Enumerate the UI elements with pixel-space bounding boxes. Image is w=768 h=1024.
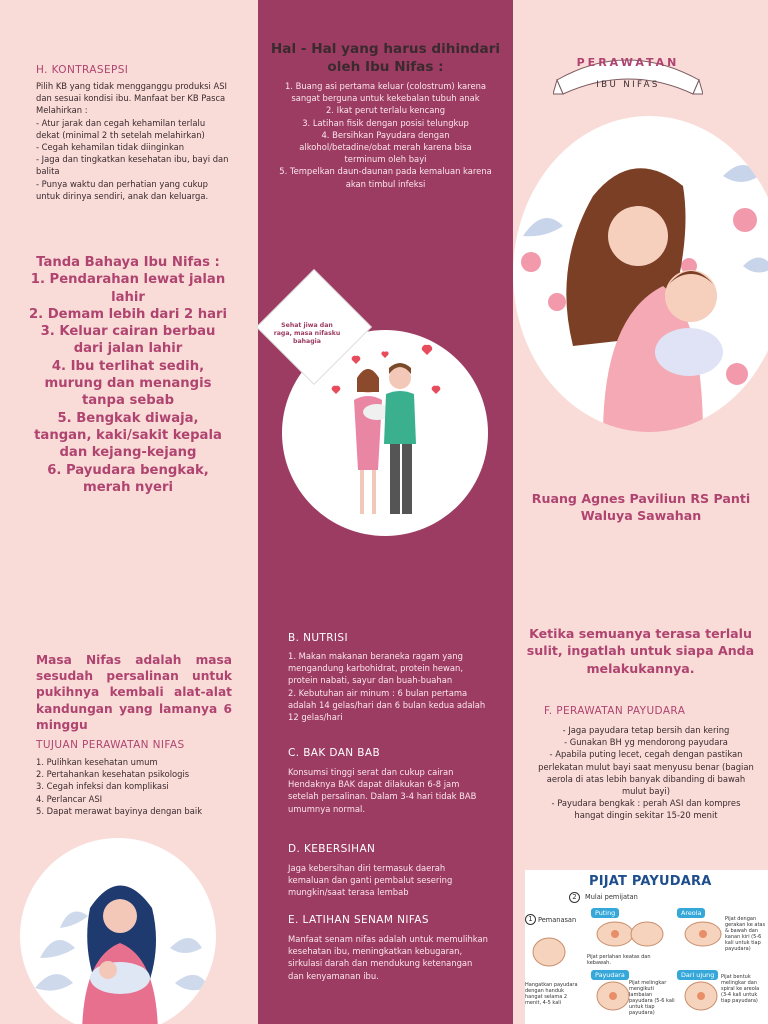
tanda-bahaya-item: 3. Keluar cairan berbau dari jalan lahir <box>40 324 216 357</box>
kontrasepsi-line: - Cegah kehamilan tidak diinginkan <box>36 142 185 153</box>
senam-body: Manfaat senam nifas adalah untuk memulihkan kesehatan ibu, meningkatkan kebugaran, sirkulasi darah dan mendukung ketenangan dan kenyamanan ibu. <box>288 934 488 981</box>
tanda-bahaya-title: Tanda Bahaya Ibu Nifas : <box>36 255 220 270</box>
list-item: 3. Cegah infeksi dan komplikasi <box>36 781 169 792</box>
list-item: 1. Pulihkan kesehatan umum <box>36 757 158 767</box>
list-item: 4. Perlancar ASI <box>36 793 103 804</box>
quote-text: Sehat jiwa dan raga, masa nifasku bahagia <box>273 322 341 345</box>
list-item: 4. Bersihkan Payudara dengan alkohol/betadine/obat merah karena bisa terminum oleh bayi <box>299 129 472 165</box>
step-number-2: 2 <box>569 892 580 903</box>
banner-subtitle: IBU NIFAS <box>596 80 660 90</box>
perawatan-payudara-title: F. PERAWATAN PAYUDARA <box>544 705 686 717</box>
perawatan-line: - Apabila puting lecet, cegah dengan pastikan perlekatan mulut bayi saat menyusu benar (bagian aerola di atas lebih banyak dibanding di bawah mulut bayi) <box>538 749 754 797</box>
list-item: 5. Dapat merawat bayinya dengan baik <box>36 805 203 816</box>
note-dari-ujung: Pijat bentuk melingkar dan spiral ke areola (3-4 kali untuk tiap payudara) <box>721 974 760 1004</box>
mother-baby-image <box>20 838 216 1024</box>
tag-areola: Areola <box>677 908 705 918</box>
list-item: 2. Kebutuhan air minum : 6 bulan pertama adalah 14 gelas/hari dan 6 bulan kedua adalah 12 gelas/hari <box>288 687 486 723</box>
perawatan-line: - Gunakan BH yg mendorong payudara <box>564 737 728 748</box>
list-item: 2. Ikat perut terlalu kencang <box>325 105 446 116</box>
bak-bab-title: C. BAK DAN BAB <box>288 747 381 759</box>
perawatan-line: - Payudara bengkak : perah ASI dan kompres hangat dingin sekitar 15-20 menit <box>551 798 741 821</box>
note-payudara: Pijat melingkar mengikuti lambaian payudara (5-6 kali untuk tiap payudara) <box>629 980 675 1016</box>
kontrasepsi-title: H. KONTRASEPSI <box>36 64 129 76</box>
tag-puting: Puting <box>591 908 619 918</box>
kontrasepsi-line: Pilih KB yang tidak mengganggu produksi ASI dan sesuai kondisi ibu. Manfaat ber KB Pasca Melahirkan : <box>36 81 227 116</box>
nutrisi-list <box>288 650 488 723</box>
ketika-quote: Ketika semuanya terasa terlalu sulit, ingatlah untuk siapa Anda melakukannya. <box>526 626 755 676</box>
senam-title: E. LATIHAN SENAM NIFAS <box>288 914 429 926</box>
banner-title: PERAWATAN <box>576 56 680 69</box>
tujuan-list <box>36 756 236 817</box>
tujuan-title: TUJUAN PERAWATAN NIFAS <box>36 739 185 751</box>
tanda-bahaya-item: 4. Ibu terlihat sedih, murung dan menangis tanpa sebab <box>44 358 212 409</box>
hal-dihindari-title: Hal - Hal yang harus dihindari oleh Ibu Nifas : <box>270 41 501 75</box>
pijat-payudara-infographic <box>525 870 768 1024</box>
list-item: 2. Pertahankan kesehatan psikologis <box>36 769 190 780</box>
masa-nifas-definition: Masa Nifas adalah masa sesudah persalinan untuk pukihnya kembali alat-alat kandungan yang lamanya 6 minggu <box>36 653 232 732</box>
note-areola: Pijat dengan gerakan ke atas & bawah dan kanan kiri (5-6 kali untuk tiap payudara) <box>725 916 766 952</box>
perawatan-payudara-body <box>536 724 756 822</box>
kebersihan-title: D. KEBERSIHAN <box>288 843 376 855</box>
mother-child-image <box>513 116 768 432</box>
tag-payudara: Payudara <box>591 970 629 980</box>
note-puting: Pijat perlahan keatas dan kebawah. <box>587 954 651 966</box>
tag-dari-ujung: Dari ujung <box>677 970 718 980</box>
tanda-bahaya <box>28 254 228 496</box>
perawatan-line: - Jaga payudara tetap bersih dan kering <box>562 725 730 735</box>
list-item: 1. Buang asi pertama keluar (colostrum) karena sangat berguna untuk kekebalan tubuh anak <box>284 81 487 104</box>
note-pemanasan: Hangatkan payudara dengan handuk hangat selama 2 menit, 4-5 kali <box>525 982 578 1006</box>
tanda-bahaya-item: 1. Pendarahan lewat jalan lahir <box>30 272 226 305</box>
kontrasepsi-line: - Jaga dan tingkatkan kesehatan ibu, bayi dan balita <box>36 154 229 177</box>
tanda-bahaya-item: 2. Demam lebih dari 2 hari <box>28 306 228 322</box>
ruang-location: Ruang Agnes Paviliun RS Panti Waluya Sawahan <box>531 491 751 524</box>
pijat-payudara-title: PIJAT PAYUDARA <box>589 874 712 889</box>
list-item: 3. Latihan fisik dengan posisi telungkup <box>302 117 469 128</box>
mother-baby-illustration <box>20 838 216 1024</box>
kebersihan-body: Jaga kebersihan diri termasuk daerah kemaluan dan ganti pembalut sesering mungkin/saat terasa lembab <box>288 863 453 898</box>
step-number-1: 1 <box>525 914 536 925</box>
tanda-bahaya-item: 5. Bengkak diwaja, tangan, kaki/sakit kepala dan kejang-kejang <box>34 410 222 461</box>
kontrasepsi-line: - Atur jarak dan cegah kehamilan terlalu dekat (minimal 2 th setelah melahirkan) <box>36 117 206 140</box>
list-item: 1. Makan makanan beraneka ragam yang mengandung karbohidrat, protein hewan, protein nabati, sayur dan buah-buahan <box>288 651 463 686</box>
bak-bab-body: Konsumsi tinggi serat dan cukup cairan Hendaknya BAK dapat dilakukan 6-8 jam setelah persalinan. Dalam 3-4 hari tidak BAB umumnya normal. <box>288 767 477 814</box>
tanda-bahaya-item: 6. Payudara bengkak, merah nyeri <box>47 462 209 495</box>
kontrasepsi-body <box>36 80 230 202</box>
step-1-label: Pemanasan <box>538 916 577 924</box>
list-item: 5. Tempelkan daun-daunan pada kemaluan karena akan timbul infeksi <box>279 166 492 189</box>
hal-dihindari-list <box>278 80 493 190</box>
step-2-label: Mulai pemijatan <box>585 893 638 901</box>
kontrasepsi-line: - Punya waktu dan perhatian yang cukup untuk dirinya sendiri, anak dan keluarga. <box>36 178 209 201</box>
nutrisi-title: B. NUTRISI <box>288 632 348 644</box>
mother-child-illustration <box>513 116 768 432</box>
